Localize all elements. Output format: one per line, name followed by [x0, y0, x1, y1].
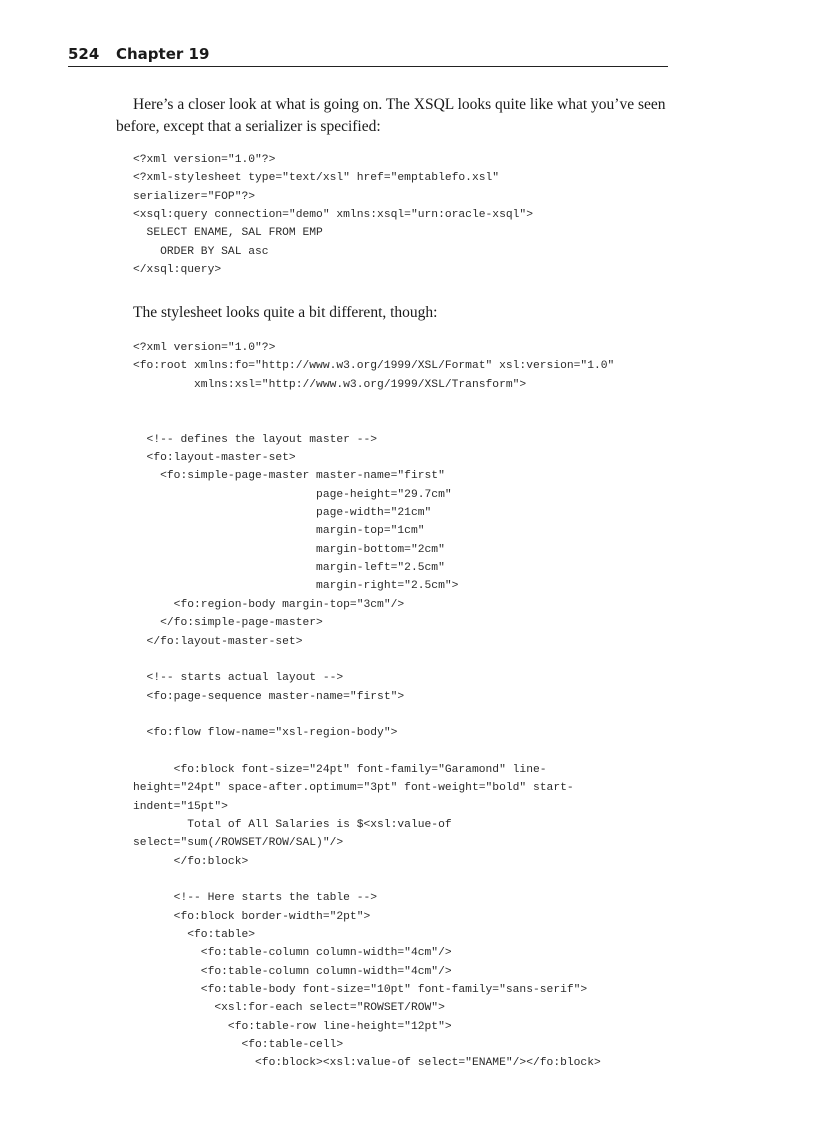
- chapter-title: Chapter 19: [116, 45, 210, 63]
- stylesheet-paragraph: The stylesheet looks quite a bit different, though:: [133, 304, 438, 321]
- xsql-code-listing: <?xml version="1.0"?> <?xml-stylesheet type="text/xsl" href="emptablefo.xsl" serializer="FOP"?> <xsql:query connection="demo" xmlns:xsql="urn:oracle-xsql"> SELECT ENAME, SAL FROM EMP ORDER BY SAL asc </xsql:query>: [133, 154, 533, 277]
- running-header: [68, 44, 668, 67]
- page-number: 524: [68, 45, 100, 63]
- intro-paragraph: Here’s a closer look at what is going on. The XSQL looks quite like what you’ve seen before, except that a serializer is specified:: [116, 96, 666, 135]
- xsl-fo-code-listing: <?xml version="1.0"?> <fo:root xmlns:fo="http://www.w3.org/1999/XSL/Format" xsl:version="1.0" xmlns:xsl="http://www.w3.org/1999/XSL/Transform"> <!-- defines the layout master --> <fo:layout-master-set> <fo:simple-page-master master-name="first" page-height="29.7cm" page-width="21cm" margin-top="1cm" margin-bottom="2cm" margin-left="2.5cm" margin-right="2.5cm"> <fo:region-body margin-top="3cm"/> </fo:simple-page-master> </fo:layout-master-set> <!-- starts actual layout --> <fo:page-sequence master-name="first"> <fo:flow flow-name="xsl-region-body"> <fo:block font-size="24pt" font-family="Garamond" line- height="24pt" space-after.optimum="3pt" font-weight="bold" start- indent="15pt"> Total of All Salaries is $<xsl:value-of select="sum(/ROWSET/ROW/SAL)"/> </fo:block> <!-- Here starts the table --> <fo:block border-width="2pt"> <fo:table> <fo:table-column column-width="4cm"/> <fo:table-column column-width="4cm"/> <fo:table-body font-size="10pt" font-family="sans-serif"> <xsl:for-each select="ROWSET/ROW"> <fo:table-row line-height="12pt"> <fo:table-cell> <fo:block><xsl:value-of select="ENAME"/></fo:block>: [133, 342, 615, 1070]
